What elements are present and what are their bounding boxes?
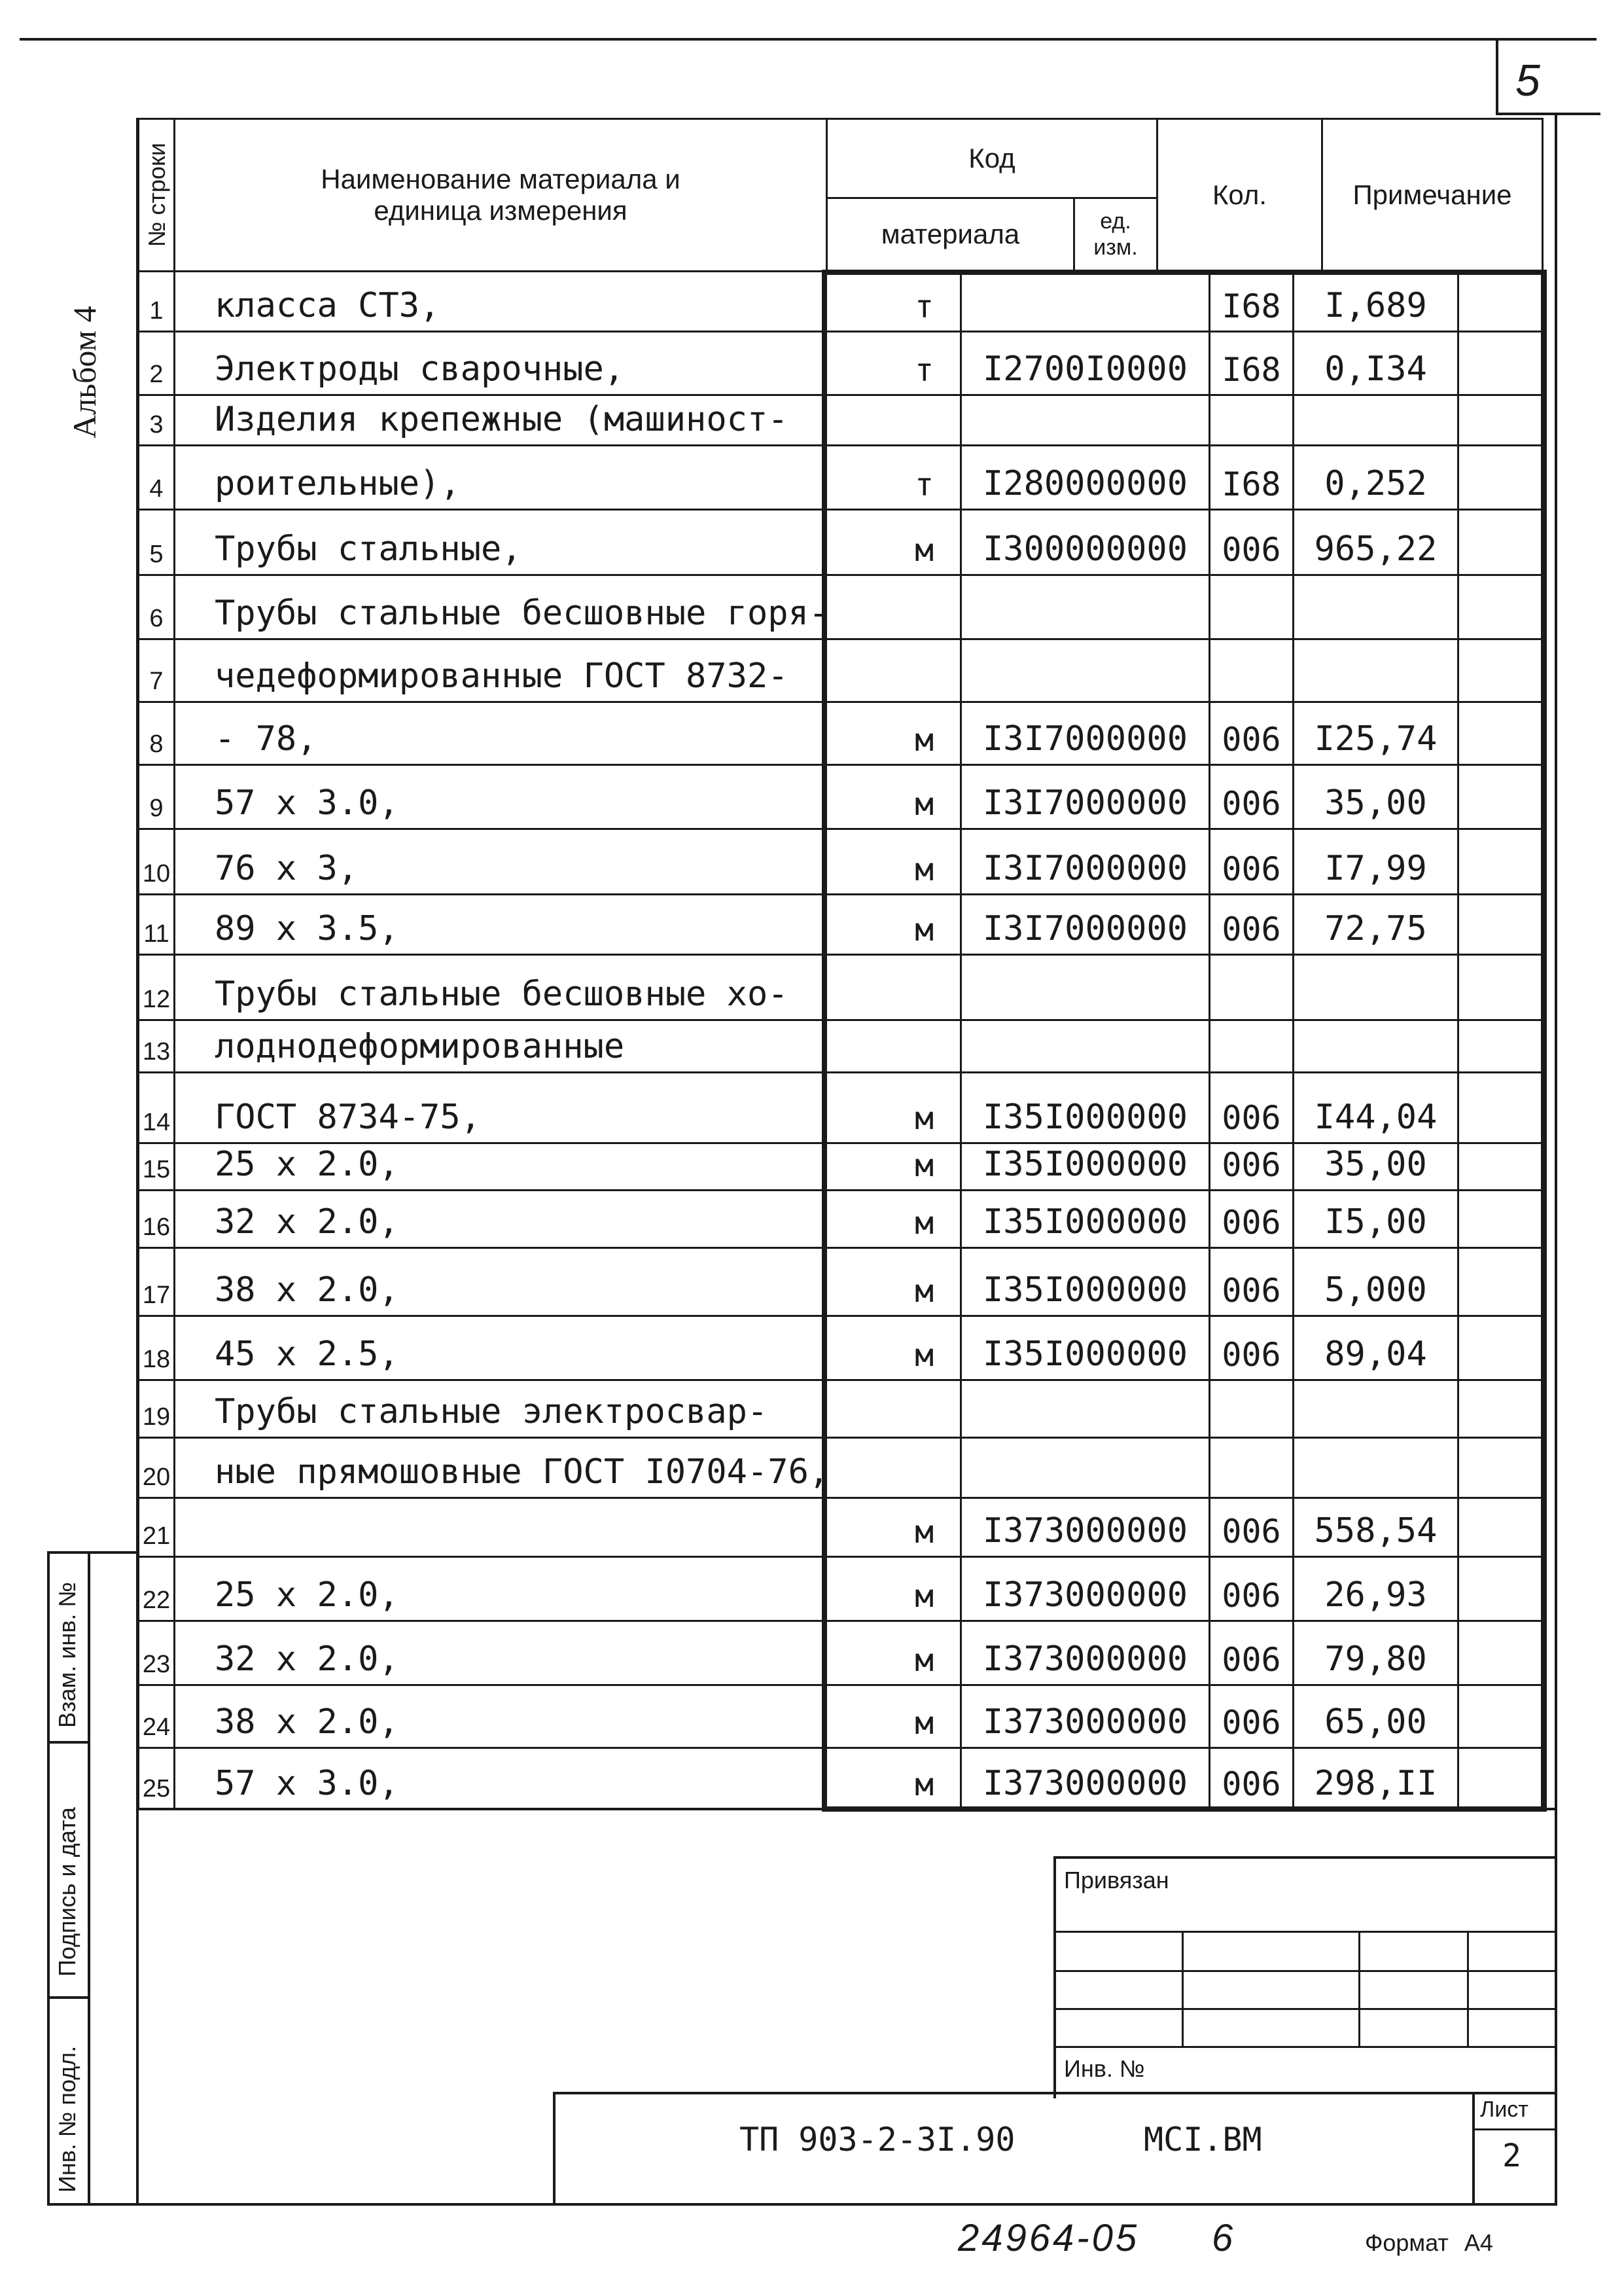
album-label: Альбом 4 <box>66 306 103 439</box>
row-number: 10 <box>137 830 175 895</box>
tb-line <box>1358 1931 1360 2047</box>
material-code <box>962 270 1210 332</box>
table-row <box>137 1749 1543 1810</box>
material-code: I3I7000000 <box>962 830 1210 895</box>
note-cell <box>1459 703 1543 766</box>
material-name <box>175 576 962 640</box>
unit-code: 006 <box>1210 1749 1294 1810</box>
unit-code <box>1210 1381 1294 1439</box>
table-row <box>137 1317 1543 1381</box>
unit-of-measure: м <box>915 1100 934 1137</box>
quantity: 0,I34 <box>1294 332 1459 396</box>
tb-line <box>553 2092 1557 2094</box>
row-number: 1 <box>137 270 175 332</box>
unit-code: 006 <box>1210 1499 1294 1558</box>
tb-line <box>1053 1931 1557 1933</box>
quantity: 0,252 <box>1294 446 1459 511</box>
material-name-text: 57 х 3.0, <box>215 783 399 823</box>
row-number: 14 <box>137 1073 175 1144</box>
material-name-text: - 78, <box>215 719 317 759</box>
stamp-line <box>47 1551 139 1554</box>
material-code: I373000000 <box>962 1686 1210 1749</box>
material-name <box>175 1439 962 1499</box>
note-cell <box>1459 1021 1543 1073</box>
material-name <box>175 396 962 446</box>
note-cell <box>1459 895 1543 956</box>
unit-code <box>1210 640 1294 703</box>
material-code <box>962 1381 1210 1439</box>
frame-pagebox-left <box>1496 38 1498 114</box>
unit-of-measure: м <box>915 532 934 569</box>
table-left-border <box>136 118 139 2206</box>
table-row <box>137 895 1543 956</box>
material-name-text: роительные), <box>215 464 461 503</box>
table-row <box>137 766 1543 830</box>
doc-mark: МСI.ВМ <box>1144 2121 1262 2159</box>
material-code: I35I000000 <box>962 1249 1210 1317</box>
material-code <box>962 1439 1210 1499</box>
material-name-text: Трубы стальные электросвар- <box>215 1392 768 1431</box>
table-row <box>137 1073 1543 1144</box>
unit-of-measure: м <box>915 1514 934 1551</box>
quantity <box>1294 576 1459 640</box>
table-row <box>137 1381 1543 1439</box>
row-number: 9 <box>137 766 175 830</box>
note-cell <box>1459 1558 1543 1622</box>
row-number: 22 <box>137 1558 175 1622</box>
unit-of-measure: м <box>915 1705 934 1742</box>
tb-line <box>1053 2046 1557 2048</box>
privyazan-label: Привязан <box>1064 1867 1169 1893</box>
quantity: I44,04 <box>1294 1073 1459 1144</box>
tb-line <box>553 2092 556 2206</box>
inv-no-label: Инв. № <box>1064 2055 1145 2082</box>
material-name-text: Трубы стальные, <box>215 529 522 569</box>
header-name: Наименование материала и единица измерения <box>173 118 828 272</box>
material-name <box>175 830 962 895</box>
material-code: I35I000000 <box>962 1144 1210 1191</box>
unit-of-measure: м <box>915 852 934 888</box>
material-name <box>175 1499 962 1558</box>
material-name-text: класса СТ3, <box>215 286 440 325</box>
row-number: 15 <box>137 1144 175 1191</box>
quantity: 72,75 <box>1294 895 1459 956</box>
unit-code: 006 <box>1210 511 1294 576</box>
format-label: Формат А4 <box>1365 2229 1493 2256</box>
tb-line <box>1467 1931 1469 2047</box>
row-number: 3 <box>137 396 175 446</box>
quantity: I7,99 <box>1294 830 1459 895</box>
row-number: 16 <box>137 1191 175 1249</box>
note-cell <box>1459 332 1543 396</box>
row-number: 20 <box>137 1439 175 1499</box>
header-note: Примечание <box>1321 118 1544 272</box>
frame-bottom <box>136 2203 1557 2206</box>
quantity: 89,04 <box>1294 1317 1459 1381</box>
stamp-inv-podl: Инв. № подл. <box>54 2045 80 2193</box>
unit-code: 006 <box>1210 1073 1294 1144</box>
note-cell <box>1459 446 1543 511</box>
unit-code: 006 <box>1210 1686 1294 1749</box>
note-cell <box>1459 576 1543 640</box>
quantity: 965,22 <box>1294 511 1459 576</box>
unit-code: 006 <box>1210 1191 1294 1249</box>
tb-line <box>1053 2008 1557 2010</box>
table-row <box>137 1191 1543 1249</box>
tb-line <box>1053 1856 1557 1859</box>
quantity: I5,00 <box>1294 1191 1459 1249</box>
material-name <box>175 1381 962 1439</box>
handwritten-number: 24964-05 <box>958 2217 1140 2259</box>
unit-of-measure: т <box>915 352 934 389</box>
stamp-vzam: Взам. инв. № <box>54 1581 80 1728</box>
table-row <box>137 1249 1543 1317</box>
material-code: I2700I0000 <box>962 332 1210 396</box>
material-name-text: лоднодеформированные <box>215 1027 625 1066</box>
material-name <box>175 511 962 576</box>
material-code: I35I000000 <box>962 1317 1210 1381</box>
quantity: 35,00 <box>1294 766 1459 830</box>
frame-top <box>20 38 1597 41</box>
material-code <box>962 640 1210 703</box>
row-number: 19 <box>137 1381 175 1439</box>
quantity: I,689 <box>1294 270 1459 332</box>
tb-line <box>1053 1856 1056 2098</box>
header-code: Код <box>826 118 1158 199</box>
note-cell <box>1459 956 1543 1021</box>
material-name-text: 25 х 2.0, <box>215 1575 399 1615</box>
material-name-text: 32 х 2.0, <box>215 1640 399 1679</box>
stamp-line <box>47 2203 139 2206</box>
note-cell <box>1459 1381 1543 1439</box>
table-row <box>137 1021 1543 1073</box>
note-cell <box>1459 1439 1543 1499</box>
note-cell <box>1459 1749 1543 1810</box>
unit-code: 006 <box>1210 1622 1294 1686</box>
material-name-text: Трубы стальные бесшовные горя- <box>215 594 830 633</box>
table-row <box>137 1499 1543 1558</box>
row-number: 21 <box>137 1499 175 1558</box>
material-name <box>175 1686 962 1749</box>
note-cell <box>1459 766 1543 830</box>
material-name <box>175 1191 962 1249</box>
note-cell <box>1459 270 1543 332</box>
unit-of-measure: м <box>915 1147 934 1184</box>
header-row-num: № строки <box>137 118 175 272</box>
material-name-text: Изделия крепежные (машиност- <box>215 400 788 439</box>
sheet-number: 2 <box>1502 2138 1521 2174</box>
material-code: I373000000 <box>962 1558 1210 1622</box>
unit-code: 006 <box>1210 1317 1294 1381</box>
sheet-label: Лист <box>1480 2097 1528 2122</box>
unit-of-measure: м <box>915 912 934 948</box>
material-name-text: 32 х 2.0, <box>215 1202 399 1242</box>
stamp-line <box>47 1996 90 1999</box>
table-row <box>137 576 1543 640</box>
unit-of-measure: м <box>915 1642 934 1679</box>
row-number: 25 <box>137 1749 175 1810</box>
note-cell <box>1459 830 1543 895</box>
material-name <box>175 1073 962 1144</box>
quantity <box>1294 640 1459 703</box>
row-number: 18 <box>137 1317 175 1381</box>
stamp-line <box>47 1741 90 1744</box>
unit-of-measure: т <box>915 467 934 503</box>
unit-code: 006 <box>1210 1558 1294 1622</box>
material-code: I300000000 <box>962 511 1210 576</box>
unit-code: 006 <box>1210 895 1294 956</box>
row-number: 6 <box>137 576 175 640</box>
material-code: I35I000000 <box>962 1191 1210 1249</box>
unit-code <box>1210 396 1294 446</box>
unit-code: I68 <box>1210 270 1294 332</box>
unit-code: I68 <box>1210 446 1294 511</box>
unit-code: I68 <box>1210 332 1294 396</box>
material-name-text: 57 х 3.0, <box>215 1764 399 1803</box>
material-code: I3I7000000 <box>962 703 1210 766</box>
material-code: I35I000000 <box>962 1073 1210 1144</box>
row-number: 17 <box>137 1249 175 1317</box>
material-name <box>175 766 962 830</box>
table-row <box>137 640 1543 703</box>
stamp-podpis: Подпись и дата <box>54 1807 80 1977</box>
table-row <box>137 1622 1543 1686</box>
material-name <box>175 270 962 332</box>
material-code <box>962 396 1210 446</box>
table-row <box>137 270 1543 332</box>
material-code: I373000000 <box>962 1622 1210 1686</box>
material-code: I373000000 <box>962 1749 1210 1810</box>
material-code <box>962 576 1210 640</box>
tb-line <box>1472 2128 1557 2130</box>
table-row <box>137 396 1543 446</box>
unit-of-measure: м <box>915 1337 934 1374</box>
material-name <box>175 1622 962 1686</box>
handwritten-page: 6 <box>1212 2217 1233 2259</box>
material-name-text: 89 х 3.5, <box>215 909 399 948</box>
quantity: I25,74 <box>1294 703 1459 766</box>
table-row <box>137 1144 1543 1191</box>
table-row <box>137 1439 1543 1499</box>
unit-code: 006 <box>1210 830 1294 895</box>
note-cell <box>1459 1249 1543 1317</box>
table-row <box>137 703 1543 766</box>
material-name <box>175 1749 962 1810</box>
quantity: 79,80 <box>1294 1622 1459 1686</box>
unit-code: 006 <box>1210 703 1294 766</box>
quantity <box>1294 1021 1459 1073</box>
material-code: I373000000 <box>962 1499 1210 1558</box>
quantity: 26,93 <box>1294 1558 1459 1622</box>
unit-of-measure: м <box>915 786 934 823</box>
table-row <box>137 1558 1543 1622</box>
header-unit-code: ед. изм. <box>1073 197 1158 272</box>
material-name <box>175 1249 962 1317</box>
material-code <box>962 956 1210 1021</box>
material-name-text: Трубы стальные бесшовные хо- <box>215 975 788 1014</box>
material-name-text: 38 х 2.0, <box>215 1270 399 1310</box>
unit-of-measure: м <box>915 1767 934 1803</box>
note-cell <box>1459 1073 1543 1144</box>
quantity: 298,II <box>1294 1749 1459 1810</box>
unit-of-measure: м <box>915 1578 934 1615</box>
table-row <box>137 956 1543 1021</box>
quantity <box>1294 1439 1459 1499</box>
quantity: 558,54 <box>1294 1499 1459 1558</box>
row-number: 2 <box>137 332 175 396</box>
material-name-text: Электроды сварочные, <box>215 350 625 389</box>
material-name <box>175 332 962 396</box>
stamp-line <box>47 1551 50 2206</box>
frame-pagebox-bottom <box>1496 113 1600 115</box>
unit-of-measure: м <box>915 1273 934 1310</box>
note-cell <box>1459 640 1543 703</box>
frame-right <box>1555 113 1557 2204</box>
material-name <box>175 895 962 956</box>
material-name-text: 76 х 3, <box>215 849 359 888</box>
unit-code <box>1210 1439 1294 1499</box>
tb-line <box>1053 1970 1557 1972</box>
page-number: 5 <box>1515 56 1540 105</box>
row-number: 12 <box>137 956 175 1021</box>
material-name-text: чедеформированные ГОСТ 8732- <box>215 656 788 696</box>
note-cell <box>1459 1191 1543 1249</box>
row-number: 4 <box>137 446 175 511</box>
tb-line <box>1472 2092 1475 2206</box>
note-cell <box>1459 1317 1543 1381</box>
row-number: 23 <box>137 1622 175 1686</box>
material-name <box>175 640 962 703</box>
unit-of-measure: м <box>915 722 934 759</box>
row-number: 11 <box>137 895 175 956</box>
unit-of-measure: т <box>915 289 934 325</box>
material-name-text: ные прямошовные ГОСТ I0704-76, <box>215 1452 830 1492</box>
note-cell <box>1459 1499 1543 1558</box>
table-row <box>137 332 1543 396</box>
material-code <box>962 1021 1210 1073</box>
row-number: 8 <box>137 703 175 766</box>
table-row <box>137 511 1543 576</box>
material-code: I3I7000000 <box>962 895 1210 956</box>
note-cell <box>1459 1144 1543 1191</box>
doc-code: ТП 903-2-3I.90 <box>739 2121 1015 2159</box>
unit-code <box>1210 956 1294 1021</box>
material-name <box>175 446 962 511</box>
material-name <box>175 703 962 766</box>
unit-code: 006 <box>1210 766 1294 830</box>
table-row <box>137 830 1543 895</box>
material-name-text: ГОСТ 8734-75, <box>215 1098 481 1137</box>
material-name <box>175 1317 962 1381</box>
note-cell <box>1459 1686 1543 1749</box>
material-name <box>175 1021 962 1073</box>
material-name <box>175 1144 962 1191</box>
material-name-text: 38 х 2.0, <box>215 1702 399 1742</box>
stamp-line <box>88 1551 90 2206</box>
tb-line <box>1182 1931 1184 2047</box>
row-number: 5 <box>137 511 175 576</box>
quantity <box>1294 396 1459 446</box>
unit-of-measure: м <box>915 1205 934 1242</box>
material-name-text: 45 х 2.5, <box>215 1335 399 1374</box>
unit-code <box>1210 1021 1294 1073</box>
unit-code: 006 <box>1210 1144 1294 1191</box>
table-bottom-line <box>136 1808 1557 1810</box>
material-name <box>175 1558 962 1622</box>
row-number: 24 <box>137 1686 175 1749</box>
unit-code: 006 <box>1210 1249 1294 1317</box>
table-row <box>137 1686 1543 1749</box>
material-code: I280000000 <box>962 446 1210 511</box>
quantity <box>1294 956 1459 1021</box>
note-cell <box>1459 396 1543 446</box>
quantity <box>1294 1381 1459 1439</box>
header-qty: Кол. <box>1156 118 1323 272</box>
note-cell <box>1459 511 1543 576</box>
row-number: 13 <box>137 1021 175 1073</box>
unit-code <box>1210 576 1294 640</box>
header-material: материала <box>826 197 1075 272</box>
quantity: 35,00 <box>1294 1144 1459 1191</box>
quantity: 65,00 <box>1294 1686 1459 1749</box>
note-cell <box>1459 1622 1543 1686</box>
quantity: 5,000 <box>1294 1249 1459 1317</box>
table-row <box>137 446 1543 511</box>
material-name-text: 25 х 2.0, <box>215 1145 399 1184</box>
row-number: 7 <box>137 640 175 703</box>
material-code: I3I7000000 <box>962 766 1210 830</box>
material-name <box>175 956 962 1021</box>
